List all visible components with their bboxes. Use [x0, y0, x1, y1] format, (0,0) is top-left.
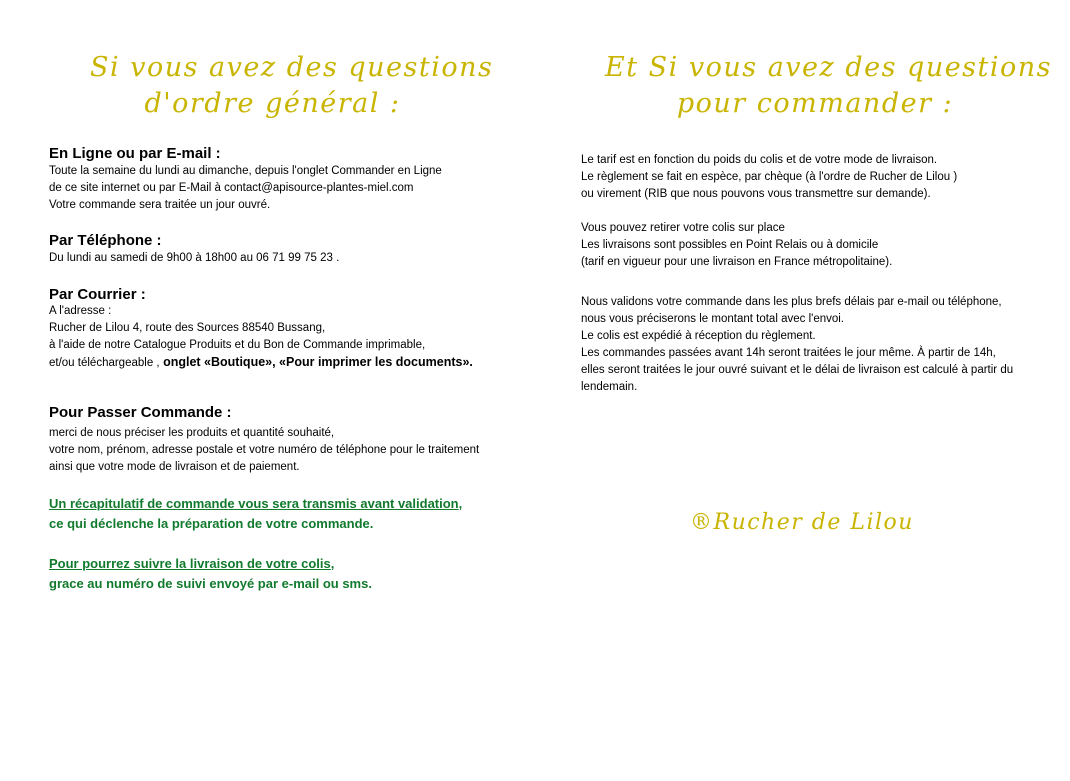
online-text — [49, 163, 442, 214]
right-heading-line-2: pour commander : — [676, 88, 954, 119]
left-heading — [90, 50, 494, 122]
order-text — [49, 425, 479, 476]
validation-line: nous vous préciserons le montant total avec l'envoi. — [581, 313, 845, 325]
tracking-line-2: grace au numéro de suivi envoyé par e-mail ou sms. — [49, 576, 372, 591]
mail-text — [49, 303, 473, 371]
phone-line: Du lundi au samedi de 9h00 à 18h00 au 06 71 99 75 23 . — [49, 252, 340, 264]
mail-last-line-prefix: et/ou téléchargeable , — [49, 357, 160, 369]
phone-title: Par Téléphone : — [49, 232, 162, 249]
left-heading-line-1: Si vous avez des questions — [90, 52, 494, 83]
online-line: Toute la semaine du lundi au dimanche, depuis l'onglet Commander en Ligne — [49, 165, 442, 177]
online-line: Votre commande sera traitée un jour ouvré. — [49, 199, 271, 211]
right-heading-line-1: Et Si vous avez des questions — [605, 52, 1053, 83]
order-title: Pour Passer Commande : — [49, 404, 232, 421]
order-line: votre nom, prénom, adresse postale et votre numéro de téléphone pour le traitement — [49, 444, 480, 456]
tracking-note — [49, 554, 372, 594]
recap-line-1 — [49, 494, 462, 514]
pricing-line: Le tarif est en fonction du poids du colis et de votre mode de livraison. — [581, 154, 938, 166]
order-line: merci de nous préciser les produits et quantité souhaité, — [49, 427, 335, 439]
phone-text — [49, 250, 339, 267]
validation-text — [581, 294, 1013, 396]
mail-title: Par Courrier : — [49, 286, 146, 303]
mail-last-line — [49, 354, 473, 371]
right-heading — [605, 50, 1053, 122]
delivery-line: (tarif en vigueur pour une livraison en France métropolitaine). — [581, 256, 893, 268]
tracking-line-1 — [49, 554, 372, 574]
tracking-suffix: , — [330, 556, 335, 571]
validation-line: Nous validons votre commande dans les plus brefs délais par e-mail ou téléphone, — [581, 296, 1002, 308]
online-title: En Ligne ou par E-mail : — [49, 145, 221, 162]
pricing-line: ou virement (RIB que nous pouvons vous transmettre sur demande). — [581, 188, 931, 200]
validation-line: Le colis est expédié à réception du règlement. — [581, 330, 816, 342]
recap-line-2: ce qui déclenche la préparation de votre commande. — [49, 516, 374, 531]
signature: ®Rucher de Lilou — [690, 510, 914, 535]
left-heading-line-2: d'ordre général : — [144, 88, 401, 119]
validation-line: Les commandes passées avant 14h seront traitées le jour même. À partir de 14h, — [581, 347, 996, 359]
mail-line: à l'aide de notre Catalogue Produits et du Bon de Commande imprimable, — [49, 339, 426, 351]
recap-suffix: , — [458, 496, 463, 511]
validation-line: lendemain. — [581, 381, 638, 393]
recap-note — [49, 494, 462, 534]
order-line: ainsi que votre mode de livraison et de paiement. — [49, 461, 300, 473]
delivery-line: Vous pouvez retirer votre colis sur place — [581, 222, 785, 234]
online-line: de ce site internet ou par E-Mail à contact@apisource-plantes-miel.com — [49, 182, 414, 194]
mail-line: A l'adresse : — [49, 305, 112, 317]
pricing-line: Le règlement se fait en espèce, par chèque (à l'ordre de Rucher de Lilou ) — [581, 171, 958, 183]
validation-line: elles seront traitées le jour ouvré suivant et le délai de livraison est calculé à partir du — [581, 364, 1014, 376]
mail-line: Rucher de Lilou 4, route des Sources 88540 Bussang, — [49, 322, 326, 334]
pricing-text — [581, 152, 957, 203]
delivery-text — [581, 220, 892, 271]
tracking-underlined: Pour pourrez suivre la livraison de votre colis — [49, 556, 331, 571]
delivery-line: Les livraisons sont possibles en Point Relais ou à domicile — [581, 239, 879, 251]
recap-underlined: Un récapitulatif de commande vous sera transmis avant validation — [49, 496, 459, 511]
mail-last-line-strong: onglet «Boutique», «Pour imprimer les documents». — [159, 355, 473, 369]
